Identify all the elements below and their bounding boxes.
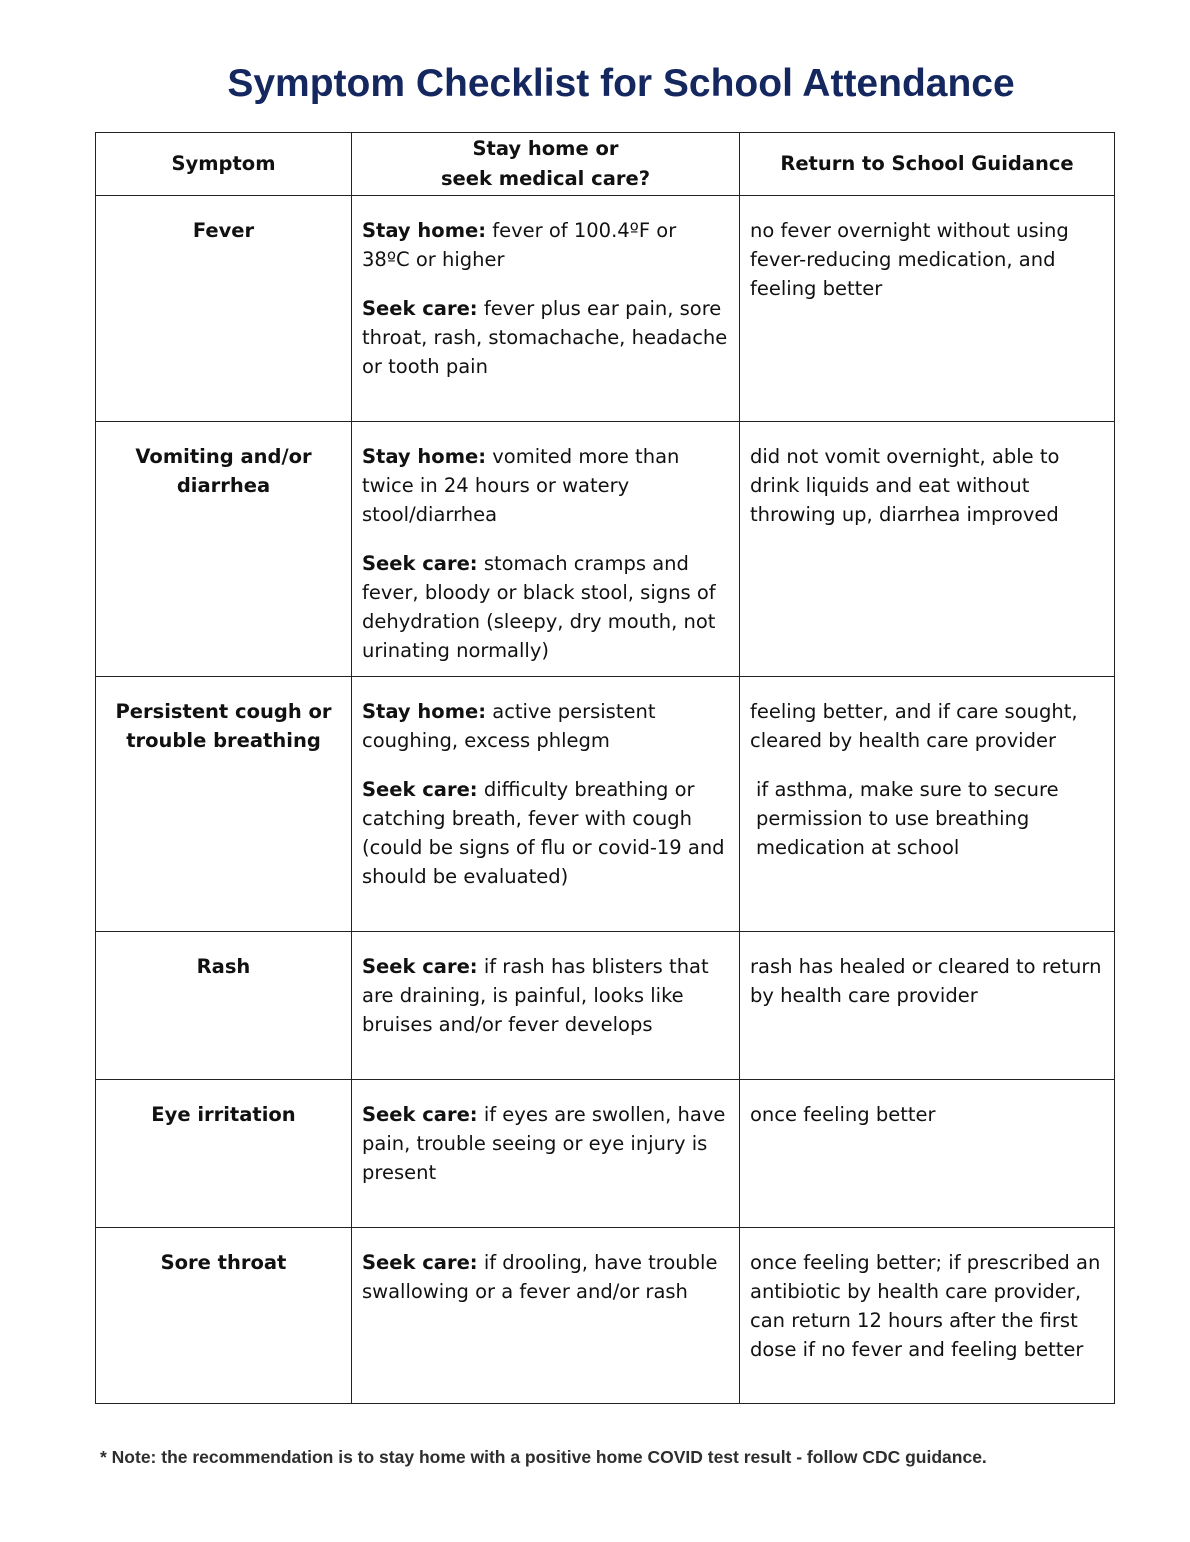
seek-care-text (362, 952, 729, 1039)
symptom-cell: Sore throat (96, 1228, 352, 1404)
action-cell (352, 422, 740, 677)
seek-care-label: Seek care: (362, 297, 478, 320)
seek-care-detail: if rash has blisters that are draining, is painful, looks like bruises and/or fever develops (362, 955, 709, 1036)
guidance-cell (740, 196, 1115, 422)
table-row (96, 677, 1115, 932)
action-cell (352, 1228, 740, 1404)
seek-care-label: Seek care: (362, 552, 478, 575)
stay-home-detail: active persistent coughing, excess phlegm (362, 700, 656, 752)
seek-care-text (362, 1248, 729, 1306)
stay-home-label: Stay home: (362, 445, 487, 468)
guidance-text: did not vomit overnight, able to drink liquids and eat without throwing up, diarrhea improved (750, 445, 1060, 526)
symptom-checklist-table (95, 132, 1115, 1404)
symptom-cell: Vomiting and/or diarrhea (96, 422, 352, 677)
stay-home-detail: vomited more than twice in 24 hours or watery stool/diarrhea (362, 445, 680, 526)
symptom-cell: Persistent cough or trouble breathing (96, 677, 352, 932)
seek-care-detail: fever plus ear pain, sore throat, rash, stomachache, headache or tooth pain (362, 297, 728, 378)
guidance-text: once feeling better (750, 1103, 936, 1126)
guidance-cell (740, 932, 1115, 1080)
guidance-text: no fever overnight without using fever-reducing medication, and feeling better (750, 219, 1069, 300)
header-action-line2: seek medical care? (440, 167, 651, 190)
seek-care-text (362, 1100, 729, 1187)
symptom-cell: Fever (96, 196, 352, 422)
seek-care-label: Seek care: (362, 1251, 478, 1274)
action-cell (352, 677, 740, 932)
seek-care-text (362, 549, 729, 665)
stay-home-detail: fever of 100.4ºF or 38ºC or higher (362, 219, 677, 271)
stay-home-text (362, 216, 729, 274)
action-cell (352, 1080, 740, 1228)
seek-care-text (362, 775, 729, 891)
seek-care-detail: stomach cramps and fever, bloody or black stool, signs of dehydration (sleepy, dry mouth, not urinating normally) (362, 552, 716, 662)
header-row (96, 133, 1115, 196)
stay-home-label: Stay home: (362, 700, 487, 723)
header-action-line1: Stay home or (472, 137, 619, 160)
header-guidance: Return to School Guidance (740, 133, 1115, 196)
guidance-text-2: if asthma, make sure to secure permission to use breathing medication at school (756, 778, 1059, 859)
footer-note: * Note: the recommendation is to stay home with a positive home COVID test result - follow CDC guidance. (100, 1447, 987, 1467)
symptom-cell: Rash (96, 932, 352, 1080)
page-title: Symptom Checklist for School Attendance (227, 62, 1015, 105)
guidance-text: feeling better, and if care sought, cleared by health care provider (750, 700, 1078, 752)
header-action (352, 133, 740, 196)
table-row (96, 1228, 1115, 1404)
stay-home-text (362, 442, 729, 529)
seek-care-label: Seek care: (362, 955, 478, 978)
table-row (96, 932, 1115, 1080)
seek-care-label: Seek care: (362, 778, 478, 801)
guidance-cell (740, 422, 1115, 677)
guidance-cell (740, 1228, 1115, 1404)
stay-home-text (362, 697, 729, 755)
seek-care-label: Seek care: (362, 1103, 478, 1126)
seek-care-text (362, 294, 729, 381)
seek-care-detail: if eyes are swollen, have pain, trouble seeing or eye injury is present (362, 1103, 726, 1184)
guidance-cell (740, 1080, 1115, 1228)
guidance-cell (740, 677, 1115, 932)
seek-care-detail: difficulty breathing or catching breath, fever with cough (could be signs of flu or covid-19 and should be evaluated) (362, 778, 725, 888)
guidance-text: once feeling better; if prescribed an antibiotic by health care provider, can return 12 hours after the first dose if no fever and feeling better (750, 1251, 1101, 1361)
seek-care-detail: if drooling, have trouble swallowing or a fever and/or rash (362, 1251, 718, 1303)
guidance-text: rash has healed or cleared to return by health care provider (750, 955, 1102, 1007)
header-symptom: Symptom (96, 133, 352, 196)
table-row (96, 196, 1115, 422)
table-row (96, 1080, 1115, 1228)
action-cell (352, 932, 740, 1080)
table-row (96, 422, 1115, 677)
symptom-cell: Eye irritation (96, 1080, 352, 1228)
action-cell (352, 196, 740, 422)
stay-home-label: Stay home: (362, 219, 487, 242)
